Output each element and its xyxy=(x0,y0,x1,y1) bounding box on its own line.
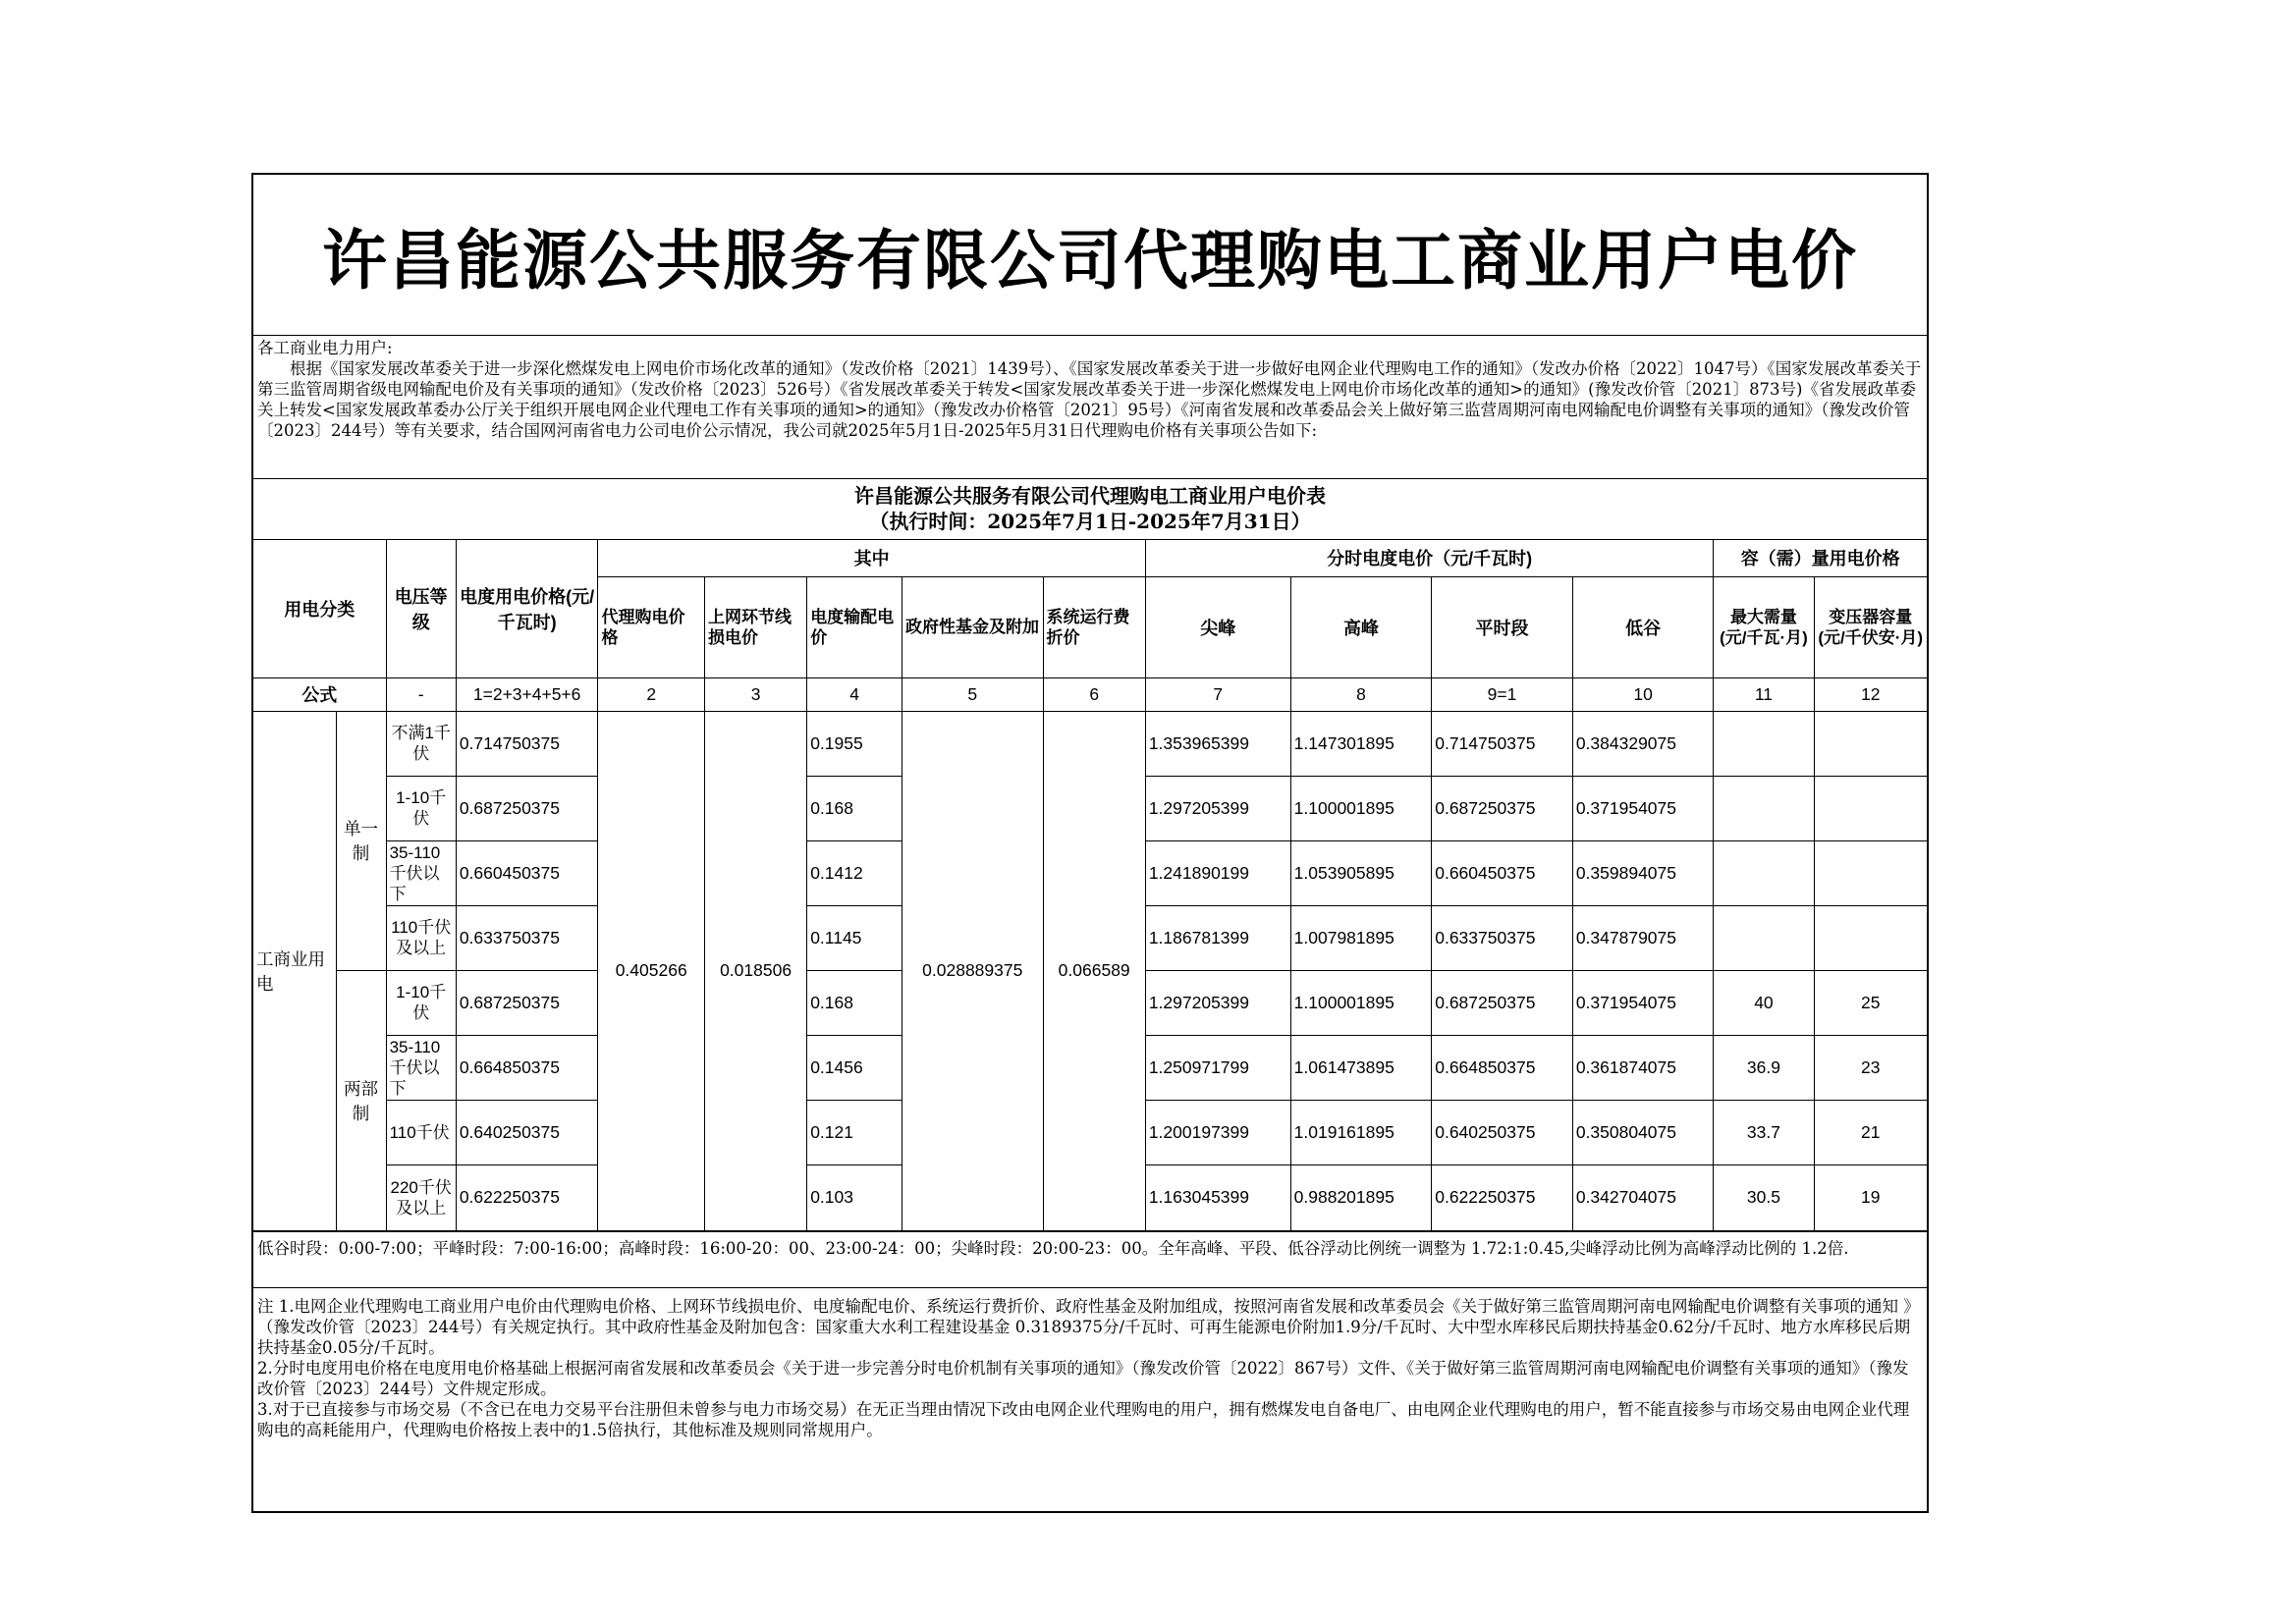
transmission-cell: 0.168 xyxy=(807,776,902,840)
header-category: 用电分类 xyxy=(253,540,386,677)
price-cell: 0.687250375 xyxy=(456,776,598,840)
valley-cell: 0.371954075 xyxy=(1572,776,1714,840)
transmission-cell: 0.1145 xyxy=(807,905,902,970)
header-price: 电度用电价格(元/千瓦时) xyxy=(456,540,598,677)
transformer-cell xyxy=(1814,776,1927,840)
voltage-cell: 1-10千伏 xyxy=(386,970,456,1035)
flat-cell: 0.687250375 xyxy=(1432,776,1573,840)
category-cell: 工商业用电 xyxy=(253,711,336,1230)
max-demand-cell xyxy=(1714,905,1814,970)
flat-cell: 0.660450375 xyxy=(1432,840,1573,905)
formula-voltage: - xyxy=(386,677,456,711)
formula-valley: 10 xyxy=(1572,677,1714,711)
peak-top-cell: 1.353965399 xyxy=(1145,711,1290,776)
voltage-cell: 220千伏及以上 xyxy=(386,1164,456,1230)
valley-cell: 0.347879075 xyxy=(1572,905,1714,970)
transmission-cell: 0.103 xyxy=(807,1164,902,1230)
header-loss: 上网环节线损电价 xyxy=(704,576,806,677)
single-part-label: 单一制 xyxy=(336,711,386,970)
transmission-cell: 0.1456 xyxy=(807,1035,902,1100)
flat-cell: 0.687250375 xyxy=(1432,970,1573,1035)
peak-top-cell: 1.297205399 xyxy=(1145,970,1290,1035)
time-period-note: 低谷时段：0:00-7:00；平峰时段：7:00-16:00；高峰时段：16:00-20：00、23:00-24：00；尖峰时段：20:00-23：00。全年高峰、平段、低谷浮动比例统一调整为 1.72:1:0.45,尖峰浮动比例为高峰浮动比例的 1.2倍. xyxy=(253,1231,1927,1288)
voltage-cell: 110千伏及以上 xyxy=(386,905,456,970)
formula-transmission: 4 xyxy=(807,677,902,711)
peak-cell: 1.019161895 xyxy=(1290,1100,1432,1164)
peak-cell: 1.061473895 xyxy=(1290,1035,1432,1100)
system-price-cell: 0.066589 xyxy=(1043,711,1145,1230)
header-peak-top: 尖峰 xyxy=(1145,576,1290,677)
header-flat: 平时段 xyxy=(1432,576,1573,677)
formula-flat: 9=1 xyxy=(1432,677,1573,711)
max-demand-cell xyxy=(1714,840,1814,905)
header-max-demand: 最大需量(元/千瓦·月) xyxy=(1714,576,1814,677)
price-cell: 0.714750375 xyxy=(456,711,598,776)
header-valley: 低谷 xyxy=(1572,576,1714,677)
price-sheet xyxy=(251,173,1929,1513)
flat-cell: 0.633750375 xyxy=(1432,905,1573,970)
flat-cell: 0.640250375 xyxy=(1432,1100,1573,1164)
notes-section xyxy=(253,1288,1927,1440)
note-2: 2.分时电度用电价格在电度用电价格基础上根据河南省发展和改革委员会《关于进一步完善分时电价机制有关事项的通知》（豫发改价管〔2022〕867号）文件、《关于做好第三监管周期河南电网输配电价调整有关事项的通知》（豫发改价管〔2023〕244号）文件规定形成。 xyxy=(257,1358,1909,1398)
price-cell: 0.622250375 xyxy=(456,1164,598,1230)
formula-label: 公式 xyxy=(253,677,386,711)
intro-salutation: 各工商业电力用户: xyxy=(257,339,393,357)
header-system: 系统运行费折价 xyxy=(1043,576,1145,677)
peak-top-cell: 1.200197399 xyxy=(1145,1100,1290,1164)
intro-section xyxy=(253,336,1927,479)
transmission-cell: 0.1412 xyxy=(807,840,902,905)
peak-top-cell: 1.250971799 xyxy=(1145,1035,1290,1100)
flat-cell: 0.664850375 xyxy=(1432,1035,1573,1100)
transformer-cell: 21 xyxy=(1814,1100,1927,1164)
table-title-line2: （执行时间：2025年7月1日-2025年7月31日） xyxy=(869,510,1311,533)
note-1: 注 1.电网企业代理购电工商业用户电价由代理购电价格、上网环节线损电价、电度输配电价、系统运行费折价、政府性基金及附加组成，按照河南省发展和改革委员会《关于做好第三监管周期河南电网输配电价调整有关事项的通知 》（豫发改价管〔2023〕244号）有关规定执行。其中政府性基金及附加包含：国家重大水利工程建设基金 0.3189375分/千瓦时、可再生能源电价附加1.9分/千瓦时、大中型水库移民后期扶持基金0.62分/千瓦时、地方水库移民后期扶持基金0.05分/千瓦时。 xyxy=(257,1296,1920,1357)
peak-cell: 1.053905895 xyxy=(1290,840,1432,905)
header-tou: 分时电度电价（元/千瓦时) xyxy=(1145,540,1714,576)
formula-gov-fund: 5 xyxy=(902,677,1043,711)
header-among: 其中 xyxy=(598,540,1145,576)
max-demand-cell xyxy=(1714,711,1814,776)
formula-proxy: 2 xyxy=(598,677,704,711)
two-part-label: 两部制 xyxy=(336,970,386,1230)
max-demand-cell xyxy=(1714,776,1814,840)
voltage-cell: 35-110千伏以下 xyxy=(386,1035,456,1100)
transformer-cell xyxy=(1814,711,1927,776)
proxy-price-cell: 0.405266 xyxy=(598,711,704,1230)
max-demand-cell: 40 xyxy=(1714,970,1814,1035)
transformer-cell: 23 xyxy=(1814,1035,1927,1100)
peak-cell: 1.007981895 xyxy=(1290,905,1432,970)
transformer-cell xyxy=(1814,905,1927,970)
table-title xyxy=(253,479,1927,540)
peak-top-cell: 1.186781399 xyxy=(1145,905,1290,970)
header-transmission: 电度输配电价 xyxy=(807,576,902,677)
peak-cell: 1.147301895 xyxy=(1290,711,1432,776)
table-title-line1: 许昌能源公共服务有限公司代理购电工商业用户电价表 xyxy=(854,484,1326,508)
price-table xyxy=(253,540,1927,1231)
transformer-cell: 25 xyxy=(1814,970,1927,1035)
valley-cell: 0.342704075 xyxy=(1572,1164,1714,1230)
formula-peak: 8 xyxy=(1290,677,1432,711)
peak-cell: 0.988201895 xyxy=(1290,1164,1432,1230)
loss-price-cell: 0.018506 xyxy=(704,711,806,1230)
max-demand-cell: 33.7 xyxy=(1714,1100,1814,1164)
document-title: 许昌能源公共服务有限公司代理购电工商业用户电价 xyxy=(253,175,1927,336)
valley-cell: 0.384329075 xyxy=(1572,711,1714,776)
voltage-cell: 不满1千伏 xyxy=(386,711,456,776)
header-capacity: 容（需）量用电价格 xyxy=(1714,540,1927,576)
peak-cell: 1.100001895 xyxy=(1290,776,1432,840)
valley-cell: 0.371954075 xyxy=(1572,970,1714,1035)
formula-max-demand: 11 xyxy=(1714,677,1814,711)
formula-price: 1=2+3+4+5+6 xyxy=(456,677,598,711)
valley-cell: 0.350804075 xyxy=(1572,1100,1714,1164)
flat-cell: 0.622250375 xyxy=(1432,1164,1573,1230)
formula-system: 6 xyxy=(1043,677,1145,711)
price-cell: 0.664850375 xyxy=(456,1035,598,1100)
price-cell: 0.640250375 xyxy=(456,1100,598,1164)
peak-top-cell: 1.241890199 xyxy=(1145,840,1290,905)
voltage-cell: 35-110千伏以下 xyxy=(386,840,456,905)
price-cell: 0.633750375 xyxy=(456,905,598,970)
flat-cell: 0.714750375 xyxy=(1432,711,1573,776)
transmission-cell: 0.121 xyxy=(807,1100,902,1164)
header-proxy: 代理购电价格 xyxy=(598,576,704,677)
valley-cell: 0.361874075 xyxy=(1572,1035,1714,1100)
header-voltage: 电压等级 xyxy=(386,540,456,677)
transformer-cell: 19 xyxy=(1814,1164,1927,1230)
valley-cell: 0.359894075 xyxy=(1572,840,1714,905)
price-cell: 0.660450375 xyxy=(456,840,598,905)
intro-body: 根据《国家发展改革委关于进一步深化燃煤发电上网电价市场化改革的通知》（发改价格〔2021〕1439号）、《国家发展改革委关于进一步做好电网企业代理购电工作的通知》（发改办价格〔2022〕1047号）《国家发展改革委关于第三监管周期省级电网输配电价及有关事项的通知》（发改价格〔2023〕526号）《省发展改革委关于转发<国家发展改革委关于进一步深化燃煤发电上网电价市场化改革的通知>的通知》(豫发改价管〔2021〕873号)《省发展政革委关上转发<国家发展政革委办公厅关于组织开展电网企业代理电工作有关事项的通知>的通知》（豫发改办价格管〔2021〕95号）《河南省发展和改革委品会关上做好第三监营周期河南电网输配电价调整有关事项的通知》（豫发改价管〔2023〕244号）等有关要求，结合国网河南省电力公司电价公示情况，我公司就2025年5月1日-2025年5月31日代理购电价格有关事项公告如下: xyxy=(257,359,1922,440)
max-demand-cell: 36.9 xyxy=(1714,1035,1814,1100)
transformer-cell xyxy=(1814,840,1927,905)
voltage-cell: 1-10千伏 xyxy=(386,776,456,840)
header-transformer: 变压器容量(元/千伏安·月) xyxy=(1814,576,1927,677)
peak-cell: 1.100001895 xyxy=(1290,970,1432,1035)
peak-top-cell: 1.163045399 xyxy=(1145,1164,1290,1230)
max-demand-cell: 30.5 xyxy=(1714,1164,1814,1230)
header-gov-fund: 政府性基金及附加 xyxy=(902,576,1043,677)
transmission-cell: 0.1955 xyxy=(807,711,902,776)
peak-top-cell: 1.297205399 xyxy=(1145,776,1290,840)
formula-transformer: 12 xyxy=(1814,677,1927,711)
voltage-cell: 110千伏 xyxy=(386,1100,456,1164)
table-row xyxy=(253,711,1927,776)
gov-fund-cell: 0.028889375 xyxy=(902,711,1043,1230)
formula-loss: 3 xyxy=(704,677,806,711)
transmission-cell: 0.168 xyxy=(807,970,902,1035)
header-peak: 高峰 xyxy=(1290,576,1432,677)
price-cell: 0.687250375 xyxy=(456,970,598,1035)
formula-peak-top: 7 xyxy=(1145,677,1290,711)
note-3: 3.对于已直接参与市场交易（不含已在电力交易平台注册但未曾参与电力市场交易）在无正当理由情况下改由电网企业代理购电的用户，拥有燃煤发电自备电厂、由电网企业代理购电的用户，暂不能直接参与市场交易由电网企业代理购电的高耗能用户，代理购电价格按上表中的1.5倍执行，其他标准及规则同常规用户。 xyxy=(257,1399,1910,1439)
